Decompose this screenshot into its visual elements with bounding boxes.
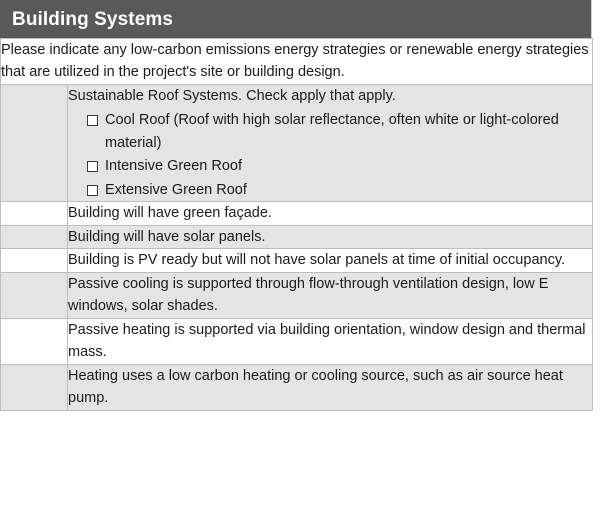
building-systems-table [0, 38, 593, 411]
table-row [1, 272, 593, 318]
row-content-cell [68, 84, 593, 201]
table-body [1, 39, 593, 411]
row-label: Building will have green façade. [68, 205, 272, 222]
checkbox-option-list [68, 109, 592, 201]
row-label: Building is PV ready but will not have solar panels at time of initial occupancy. [68, 252, 566, 269]
row-content-cell [68, 364, 593, 410]
table-row [1, 225, 593, 248]
table-row [1, 364, 593, 410]
row-content-cell [68, 272, 593, 318]
row-selector-cell[interactable] [1, 84, 68, 201]
checkbox-option[interactable] [68, 155, 592, 177]
checkbox-icon[interactable] [87, 115, 98, 126]
checkbox-option[interactable] [68, 179, 592, 201]
row-content-cell [68, 225, 593, 248]
row-selector-cell[interactable] [1, 225, 68, 248]
checkbox-option[interactable] [68, 109, 592, 154]
row-selector-cell[interactable] [1, 364, 68, 410]
row-selector-cell[interactable] [1, 272, 68, 318]
row-label: Passive heating is supported via building orientation, window design and thermal mass. [68, 321, 586, 361]
checkbox-option-label: Intensive Green Roof [105, 158, 243, 175]
row-selector-cell[interactable] [1, 202, 68, 225]
checkbox-option-label: Extensive Green Roof [105, 181, 247, 198]
panel-header [0, 0, 592, 38]
row-label: Passive cooling is supported through flow-through ventilation design, low E windows, solar shades. [68, 275, 549, 315]
table-row [1, 202, 593, 225]
checkbox-icon[interactable] [87, 185, 98, 196]
page-title: Building Systems [12, 8, 174, 30]
row-content-cell [68, 249, 593, 272]
checkbox-icon[interactable] [87, 161, 98, 172]
table-row [1, 84, 593, 201]
row-label: Sustainable Roof Systems. Check apply that apply. [68, 87, 396, 104]
table-row [1, 249, 593, 272]
intro-row [1, 39, 593, 85]
row-content-cell [68, 202, 593, 225]
row-selector-cell[interactable] [1, 318, 68, 364]
intro-text: Please indicate any low-carbon emissions energy strategies or renewable energy strategies that are utilized in the project's site or building design. [1, 39, 593, 85]
row-selector-cell[interactable] [1, 249, 68, 272]
table-row [1, 318, 593, 364]
checkbox-option-label: Cool Roof (Roof with high solar reflectance, often white or light-colored material) [105, 112, 559, 151]
row-label: Heating uses a low carbon heating or cooling source, such as air source heat pump. [68, 367, 563, 407]
row-label: Building will have solar panels. [68, 228, 266, 245]
row-content-cell [68, 318, 593, 364]
